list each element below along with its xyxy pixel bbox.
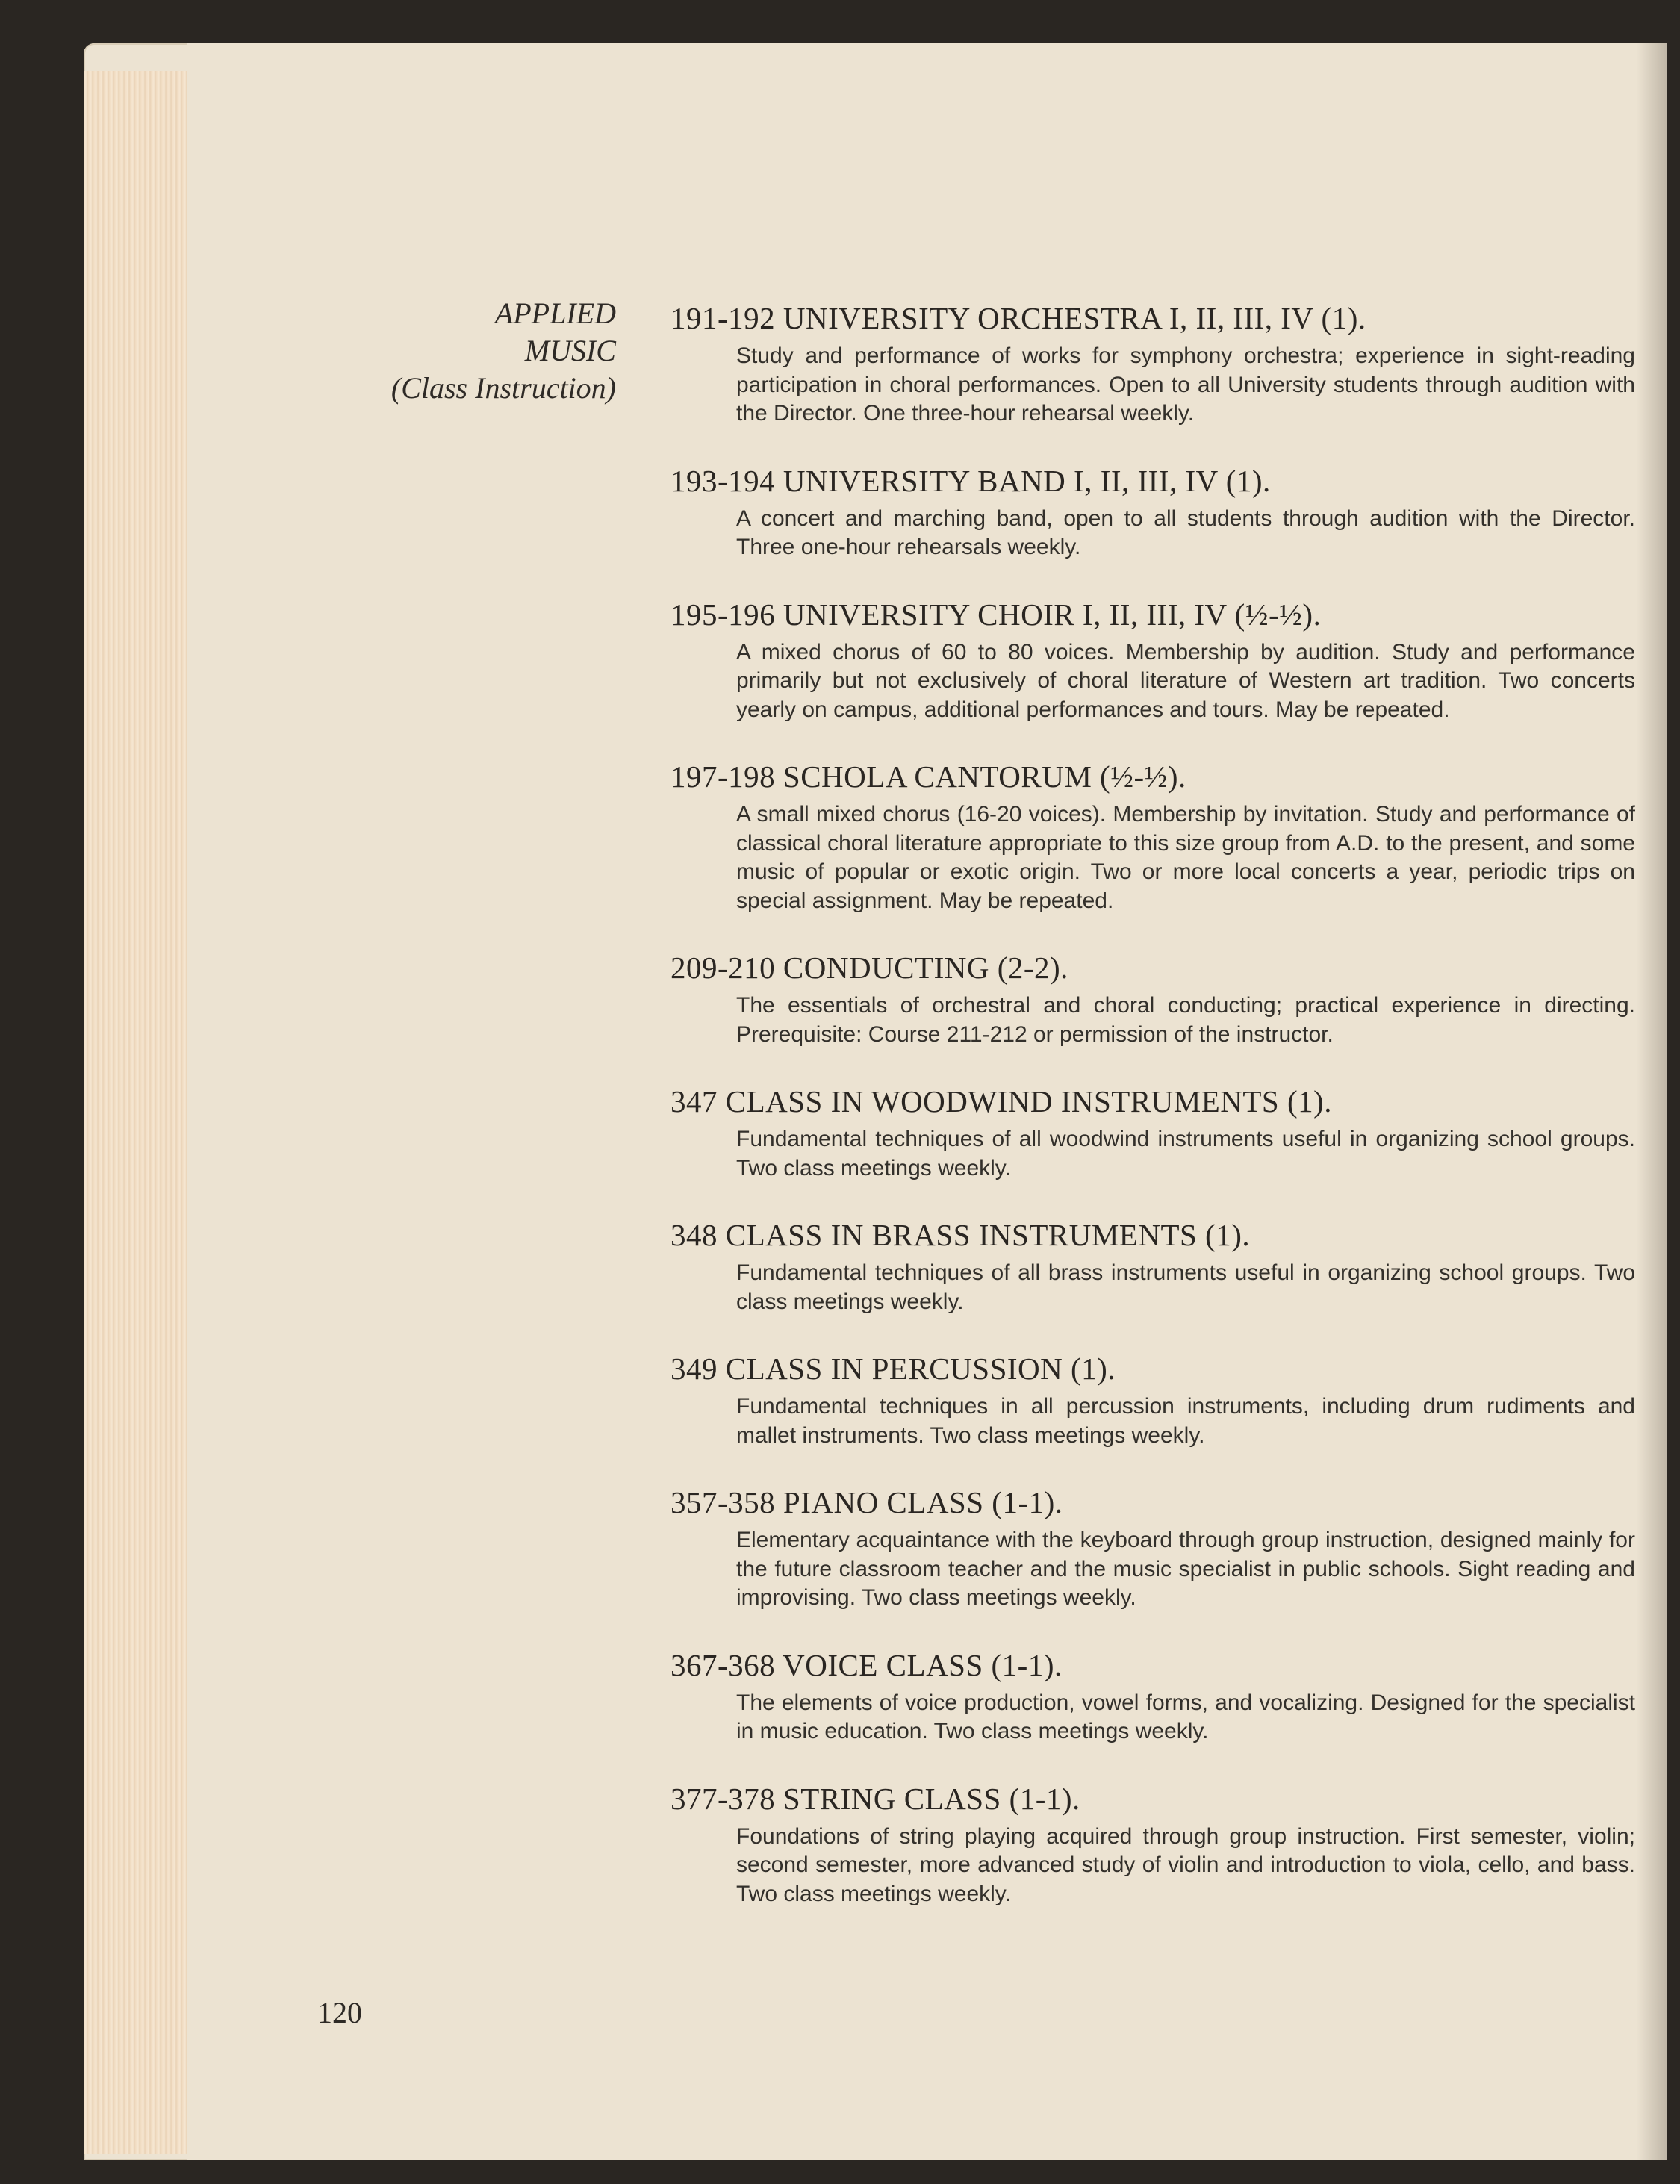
course-entry	[671, 297, 1635, 429]
course-title: 357-358 PIANO CLASS (1-1).	[671, 1485, 1063, 1519]
course-list	[671, 297, 1635, 1940]
course-entry	[671, 1080, 1635, 1183]
course-description: A concert and marching band, open to all students through audition with the Director. Three one-hour rehearsals weekly.	[736, 505, 1635, 559]
course-title: 193-194 UNIVERSITY BAND I, II, III, IV (1).	[671, 463, 1271, 498]
section-label-line2: MUSIC	[524, 334, 616, 367]
course-description: Foundations of string playing acquired through group instruction. First semester, violin; second semester, more advanced study of violin and introduction to viola, cello, and bass. Two class meetings weekly.	[736, 1823, 1635, 1906]
course-description: Elementary acquaintance with the keyboard through group instruction, designed mainly for the future classroom teacher and the music specialist in public schools. Sight reading and improvising. Two class meetings weekly.	[736, 1528, 1635, 1610]
course-description: Fundamental techniques of all brass instruments useful in organizing school groups. Two class meetings weekly.	[736, 1260, 1635, 1314]
course-entry	[671, 1348, 1635, 1450]
course-entry	[671, 1778, 1635, 1909]
course-title: 197-198 SCHOLA CANTORUM (½-½).	[671, 759, 1186, 794]
course-description: Fundamental techniques in all percussion instruments, including drum rudiments and mallet instruments. Two class meetings weekly.	[736, 1394, 1635, 1448]
course-title: 195-196 UNIVERSITY CHOIR I, II, III, IV (½-½).	[671, 597, 1322, 632]
course-title: 348 CLASS IN BRASS INSTRUMENTS (1).	[671, 1218, 1251, 1252]
course-description: Study and performance of works for symphony orchestra; experience in sight-reading participation in choral performances. Open to all University students through audition with the Director. One three-hour rehearsal weekly.	[736, 343, 1635, 426]
course-entry	[671, 1644, 1635, 1746]
section-label	[284, 295, 616, 407]
page-number: 120	[317, 1996, 362, 2029]
course-title: 347 CLASS IN WOODWIND INSTRUMENTS (1).	[671, 1084, 1333, 1119]
course-entry	[671, 756, 1635, 915]
course-entry	[671, 594, 1635, 725]
course-entry	[671, 947, 1635, 1049]
course-title: 349 CLASS IN PERCUSSION (1).	[671, 1351, 1116, 1386]
section-label-line1: APPLIED	[494, 296, 616, 330]
course-title: 367-368 VOICE CLASS (1-1).	[671, 1647, 1063, 1682]
course-description: Fundamental techniques of all woodwind instruments useful in organizing school groups. Two class meetings weekly.	[736, 1127, 1635, 1180]
spine-shadow	[1637, 43, 1667, 2160]
course-title: 191-192 UNIVERSITY ORCHESTRA I, II, III, IV (1).	[671, 301, 1366, 335]
section-label-line3: (Class Instruction)	[391, 371, 616, 405]
course-title: 209-210 CONDUCTING (2-2).	[671, 951, 1068, 985]
course-description: A small mixed chorus (16-20 voices). Membership by invitation. Study and performance of classical choral literature appropriate to this size group from A.D. to the present, and some music of popular or exotic origin. Two or more local concerts a year, periodic trips on special assignment. May be repeated.	[736, 802, 1635, 913]
course-title: 377-378 STRING CLASS (1-1).	[671, 1781, 1080, 1816]
course-description: The elements of voice production, vowel forms, and vocalizing. Designed for the specialist in music education. Two class meetings weekly.	[736, 1690, 1635, 1743]
course-entry	[671, 460, 1635, 562]
course-entry	[671, 1481, 1635, 1613]
course-description: The essentials of orchestral and choral conducting; practical experience in directing. Prerequisite: Course 211-212 or permission of the instructor.	[736, 993, 1635, 1047]
course-entry	[671, 1214, 1635, 1316]
course-description: A mixed chorus of 60 to 80 voices. Membership by audition. Study and performance primarily but not exclusively of choral literature of Western art tradition. Two concerts yearly on campus, additional performances and tours. May be repeated.	[736, 639, 1635, 722]
